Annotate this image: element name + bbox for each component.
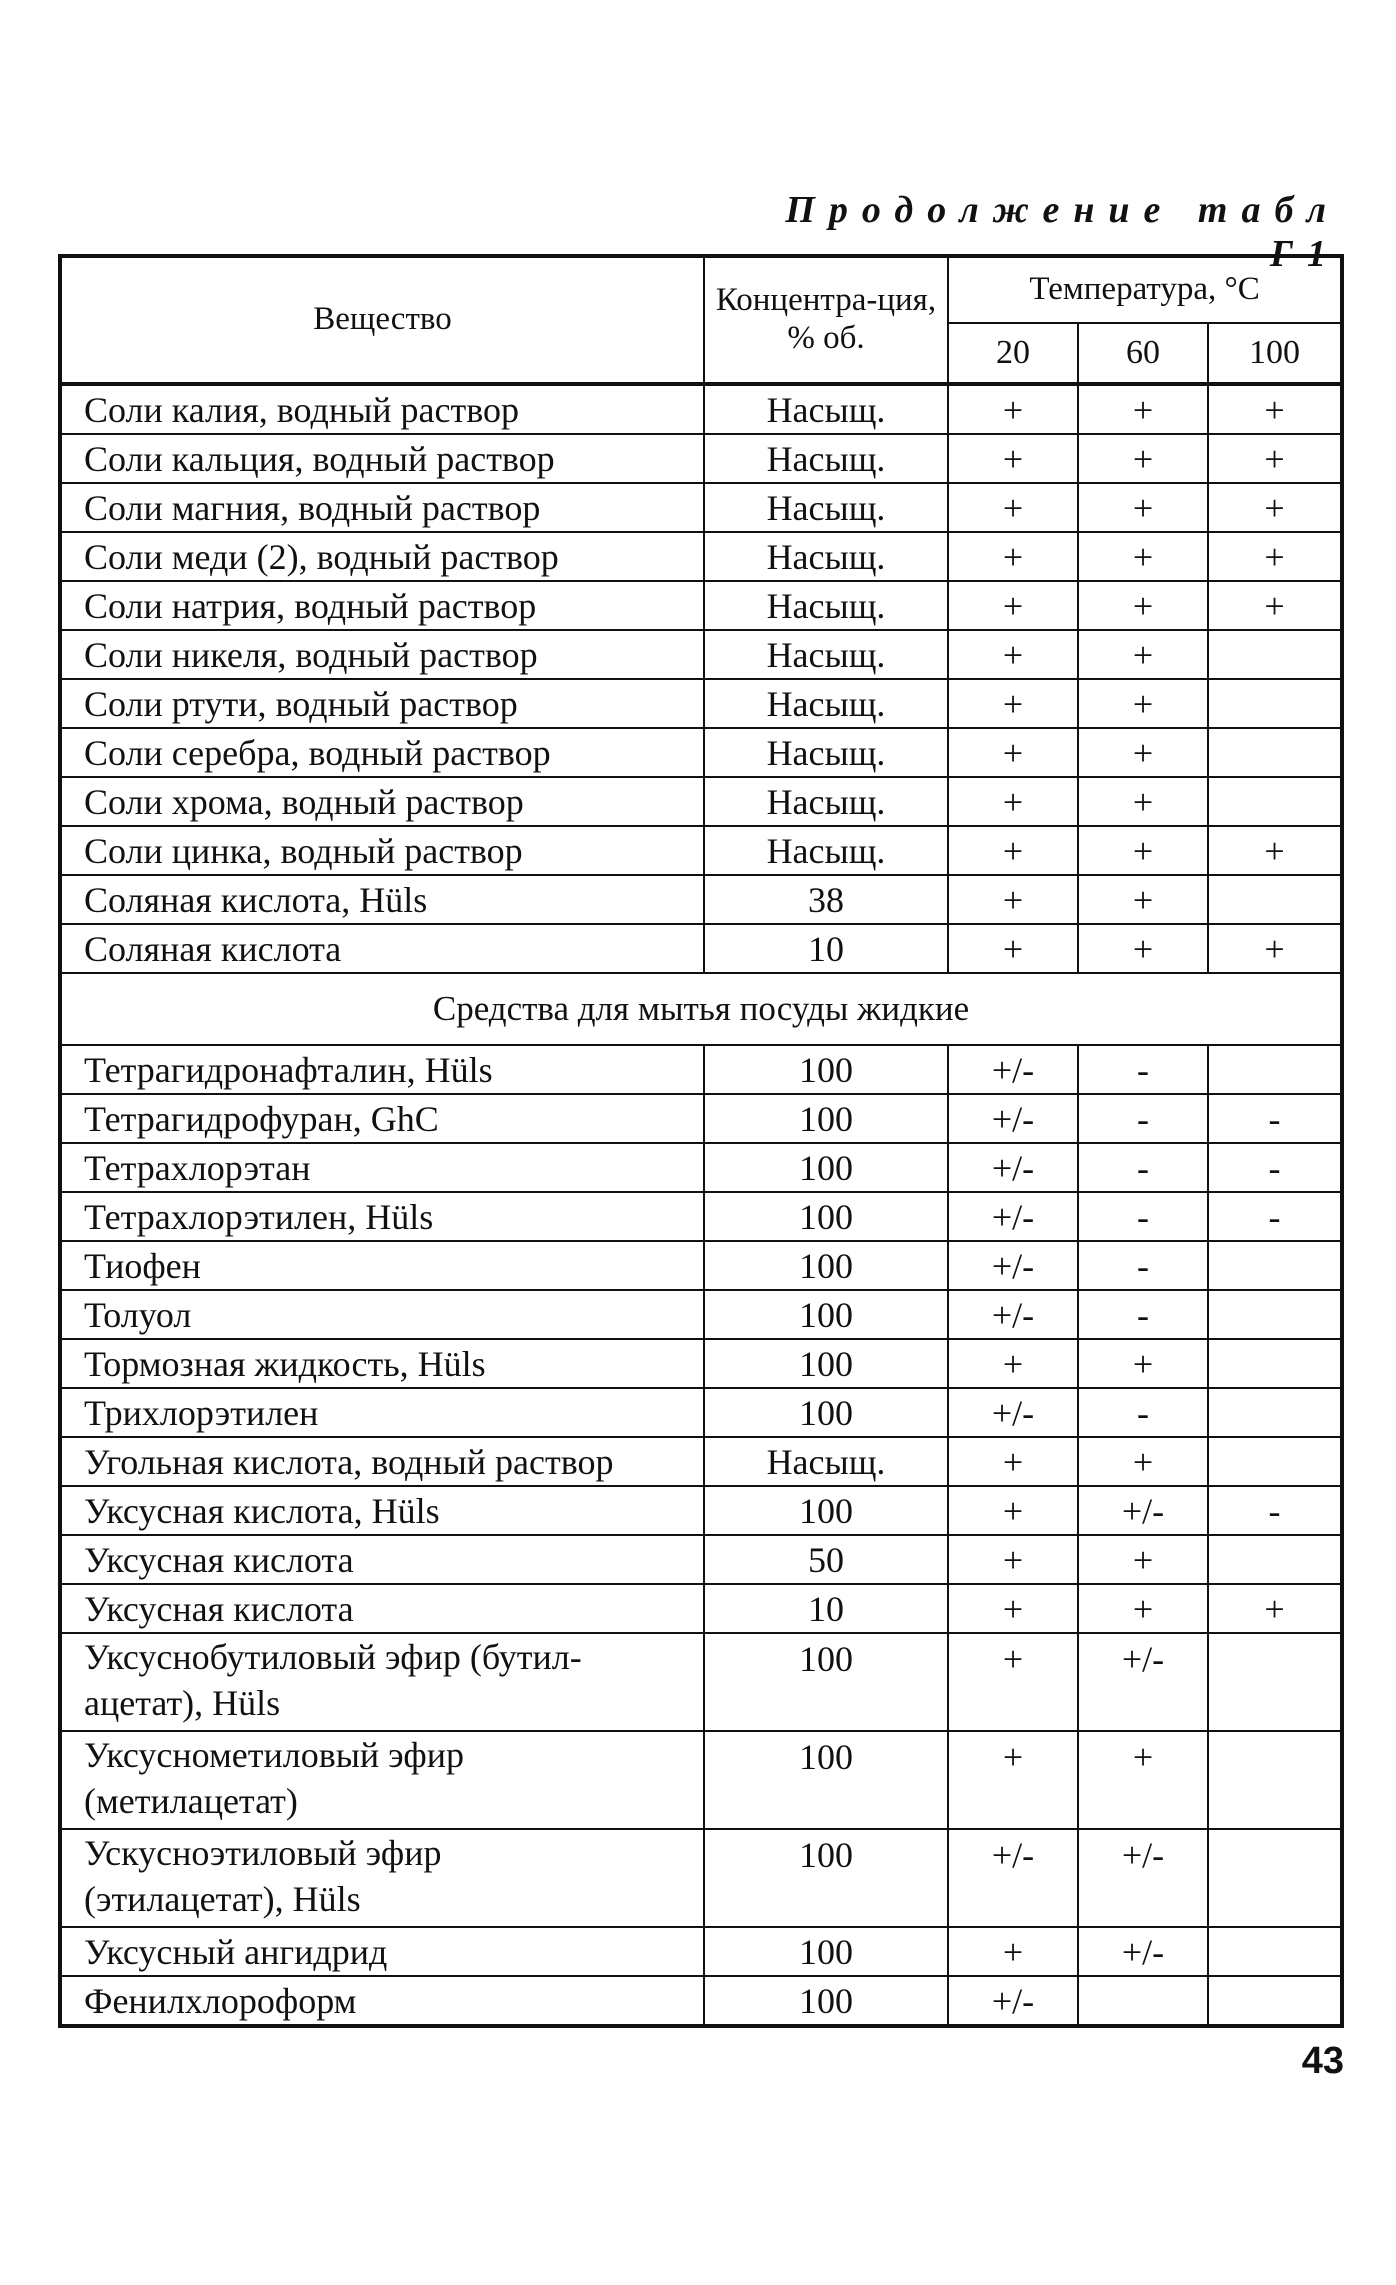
substance-cell bbox=[60, 1633, 704, 1731]
substance-cell: Уксусная кислота bbox=[60, 1535, 704, 1584]
concentration-cell: 100 bbox=[704, 1045, 948, 1094]
temp-20-cell: +/- bbox=[948, 1192, 1078, 1241]
table-row bbox=[60, 679, 1342, 728]
temp-20-cell: + bbox=[948, 1927, 1078, 1976]
substance-cell: Соли никеля, водный раствор bbox=[60, 630, 704, 679]
temp-100-cell bbox=[1208, 630, 1342, 679]
temp-100-cell bbox=[1208, 1633, 1342, 1731]
temp-100-cell bbox=[1208, 679, 1342, 728]
temp-20-cell: + bbox=[948, 581, 1078, 630]
header-temp-100: 100 bbox=[1208, 323, 1342, 384]
substance-line-2: (метилацетат) bbox=[84, 1781, 298, 1821]
substance-cell bbox=[60, 1731, 704, 1829]
substance-cell: Тормозная жидкость, Hüls bbox=[60, 1339, 704, 1388]
table-row bbox=[60, 1143, 1342, 1192]
temp-20-cell: + bbox=[948, 826, 1078, 875]
page-number: 43 bbox=[1301, 2040, 1344, 2082]
temp-20-cell: + bbox=[948, 532, 1078, 581]
substance-cell: Соляная кислота, Hüls bbox=[60, 875, 704, 924]
concentration-cell: 100 bbox=[704, 1290, 948, 1339]
temp-100-cell: + bbox=[1208, 384, 1342, 434]
concentration-cell: 100 bbox=[704, 1976, 948, 2026]
temp-100-cell bbox=[1208, 875, 1342, 924]
table-row bbox=[60, 1388, 1342, 1437]
temp-100-cell: + bbox=[1208, 581, 1342, 630]
substance-line-2: (этилацетат), Hüls bbox=[84, 1879, 361, 1919]
table-row bbox=[60, 434, 1342, 483]
temp-60-cell: + bbox=[1078, 679, 1208, 728]
concentration-cell: 100 bbox=[704, 1829, 948, 1927]
substance-cell: Тиофен bbox=[60, 1241, 704, 1290]
substance-cell: Соли натрия, водный раствор bbox=[60, 581, 704, 630]
temp-100-cell: + bbox=[1208, 1584, 1342, 1633]
concentration-cell: Насыщ. bbox=[704, 384, 948, 434]
substance-cell: Тетрахлорэтан bbox=[60, 1143, 704, 1192]
table-row bbox=[60, 728, 1342, 777]
temp-100-cell: + bbox=[1208, 434, 1342, 483]
temp-60-cell: - bbox=[1078, 1143, 1208, 1192]
temp-100-cell: + bbox=[1208, 483, 1342, 532]
temp-100-cell: + bbox=[1208, 532, 1342, 581]
temp-20-cell: +/- bbox=[948, 1241, 1078, 1290]
substance-cell: Угольная кислота, водный раствор bbox=[60, 1437, 704, 1486]
substance-cell: Фенилхлороформ bbox=[60, 1976, 704, 2026]
substance-cell: Соли магния, водный раствор bbox=[60, 483, 704, 532]
table-row bbox=[60, 532, 1342, 581]
concentration-cell: 100 bbox=[704, 1927, 948, 1976]
temp-60-cell: +/- bbox=[1078, 1927, 1208, 1976]
concentration-cell: Насыщ. bbox=[704, 532, 948, 581]
temp-60-cell: + bbox=[1078, 1339, 1208, 1388]
table-row bbox=[60, 1437, 1342, 1486]
temp-100-cell bbox=[1208, 1388, 1342, 1437]
substance-cell: Толуол bbox=[60, 1290, 704, 1339]
table-row bbox=[60, 581, 1342, 630]
substance-cell: Соли цинка, водный раствор bbox=[60, 826, 704, 875]
substance-line-1: Уксуснобутиловый эфир (бутил- bbox=[84, 1637, 582, 1677]
table-row bbox=[60, 1535, 1342, 1584]
temp-100-cell: - bbox=[1208, 1486, 1342, 1535]
temp-60-cell: - bbox=[1078, 1388, 1208, 1437]
temp-60-cell: - bbox=[1078, 1192, 1208, 1241]
concentration-cell: 10 bbox=[704, 924, 948, 973]
table-row bbox=[60, 1486, 1342, 1535]
temp-20-cell: +/- bbox=[948, 1290, 1078, 1339]
temp-60-cell: + bbox=[1078, 483, 1208, 532]
temp-60-cell: +/- bbox=[1078, 1486, 1208, 1535]
concentration-cell: Насыщ. bbox=[704, 679, 948, 728]
substance-line-1: Ускусноэтиловый эфир bbox=[84, 1833, 442, 1873]
concentration-cell: 100 bbox=[704, 1486, 948, 1535]
substance-cell: Тетрагидрофуран, GhC bbox=[60, 1094, 704, 1143]
temp-20-cell: + bbox=[948, 1731, 1078, 1829]
concentration-cell: Насыщ. bbox=[704, 777, 948, 826]
temp-20-cell: +/- bbox=[948, 1976, 1078, 2026]
temp-100-cell bbox=[1208, 1241, 1342, 1290]
substance-line-1: Уксуснометиловый эфир bbox=[84, 1735, 464, 1775]
header-temp-60: 60 bbox=[1078, 323, 1208, 384]
temp-100-cell: - bbox=[1208, 1192, 1342, 1241]
temp-20-cell: + bbox=[948, 1535, 1078, 1584]
table-row bbox=[60, 1045, 1342, 1094]
temp-100-cell: - bbox=[1208, 1094, 1342, 1143]
temp-100-cell bbox=[1208, 1437, 1342, 1486]
temp-20-cell: + bbox=[948, 875, 1078, 924]
substance-cell: Уксусный ангидрид bbox=[60, 1927, 704, 1976]
temp-100-cell bbox=[1208, 1535, 1342, 1584]
table-row bbox=[60, 1339, 1342, 1388]
temp-20-cell: + bbox=[948, 483, 1078, 532]
concentration-cell: 50 bbox=[704, 1535, 948, 1584]
table-row bbox=[60, 1241, 1342, 1290]
substance-cell: Тетрагидронафталин, Hüls bbox=[60, 1045, 704, 1094]
temp-60-cell: + bbox=[1078, 1535, 1208, 1584]
table-row bbox=[60, 1927, 1342, 1976]
substance-line-2: ацетат), Hüls bbox=[84, 1683, 281, 1723]
substance-cell: Уксусная кислота bbox=[60, 1584, 704, 1633]
temp-100-cell: + bbox=[1208, 924, 1342, 973]
table-row bbox=[60, 630, 1342, 679]
temp-100-cell bbox=[1208, 1829, 1342, 1927]
temp-60-cell: + bbox=[1078, 532, 1208, 581]
concentration-cell: 10 bbox=[704, 1584, 948, 1633]
temp-60-cell: + bbox=[1078, 384, 1208, 434]
substance-cell: Соли серебра, водный раствор bbox=[60, 728, 704, 777]
temp-60-cell: + bbox=[1078, 1437, 1208, 1486]
table-row bbox=[60, 1976, 1342, 2026]
substance-cell: Соли кальция, водный раствор bbox=[60, 434, 704, 483]
temp-60-cell: - bbox=[1078, 1241, 1208, 1290]
temp-20-cell: + bbox=[948, 1486, 1078, 1535]
concentration-cell: Насыщ. bbox=[704, 728, 948, 777]
substance-cell: Соляная кислота bbox=[60, 924, 704, 973]
temp-60-cell: + bbox=[1078, 777, 1208, 826]
temp-100-cell: - bbox=[1208, 1143, 1342, 1192]
table-row bbox=[60, 1094, 1342, 1143]
concentration-cell: Насыщ. bbox=[704, 1437, 948, 1486]
table-row bbox=[60, 1829, 1342, 1927]
concentration-cell: 100 bbox=[704, 1388, 948, 1437]
temp-60-cell: + bbox=[1078, 434, 1208, 483]
substance-cell bbox=[60, 1829, 704, 1927]
temp-20-cell: + bbox=[948, 679, 1078, 728]
concentration-cell: 100 bbox=[704, 1192, 948, 1241]
temp-100-cell bbox=[1208, 1339, 1342, 1388]
concentration-cell: 100 bbox=[704, 1339, 948, 1388]
temp-60-cell bbox=[1078, 1976, 1208, 2026]
concentration-cell: Насыщ. bbox=[704, 483, 948, 532]
table-row bbox=[60, 1731, 1342, 1829]
temp-20-cell: +/- bbox=[948, 1094, 1078, 1143]
temp-20-cell: + bbox=[948, 777, 1078, 826]
concentration-cell: Насыщ. bbox=[704, 630, 948, 679]
table-caption: Продолжение табл Г1 bbox=[785, 189, 1340, 275]
table-row bbox=[60, 924, 1342, 973]
temp-20-cell: +/- bbox=[948, 1045, 1078, 1094]
temp-20-cell: + bbox=[948, 1633, 1078, 1731]
section-row bbox=[60, 973, 1342, 1045]
temp-60-cell: + bbox=[1078, 581, 1208, 630]
substance-cell: Уксусная кислота, Hüls bbox=[60, 1486, 704, 1535]
temp-60-cell: + bbox=[1078, 826, 1208, 875]
section-label: Средства для мытья посуды жидкие bbox=[60, 973, 1342, 1045]
temp-20-cell: +/- bbox=[948, 1388, 1078, 1437]
substance-cell: Трихлорэтилен bbox=[60, 1388, 704, 1437]
concentration-cell: 100 bbox=[704, 1241, 948, 1290]
temp-60-cell: - bbox=[1078, 1045, 1208, 1094]
concentration-cell: Насыщ. bbox=[704, 826, 948, 875]
temp-20-cell: +/- bbox=[948, 1143, 1078, 1192]
substance-cell: Тетрахлорэтилен, Hüls bbox=[60, 1192, 704, 1241]
table-body bbox=[60, 384, 1342, 2026]
concentration-cell: 100 bbox=[704, 1633, 948, 1731]
temp-60-cell: + bbox=[1078, 875, 1208, 924]
temp-20-cell: + bbox=[948, 728, 1078, 777]
temp-60-cell: + bbox=[1078, 728, 1208, 777]
temp-100-cell: + bbox=[1208, 826, 1342, 875]
header-concentration: Концентра-ция, % об. bbox=[704, 256, 948, 384]
header-temperature: Температура, °С bbox=[948, 256, 1342, 323]
concentration-cell: 38 bbox=[704, 875, 948, 924]
temp-100-cell bbox=[1208, 1927, 1342, 1976]
temp-100-cell bbox=[1208, 777, 1342, 826]
temp-20-cell: + bbox=[948, 924, 1078, 973]
table-row bbox=[60, 826, 1342, 875]
header-temp-20: 20 bbox=[948, 323, 1078, 384]
temp-60-cell: + bbox=[1078, 1584, 1208, 1633]
temp-60-cell: +/- bbox=[1078, 1633, 1208, 1731]
temp-60-cell: + bbox=[1078, 1731, 1208, 1829]
concentration-cell: 100 bbox=[704, 1094, 948, 1143]
substance-cell: Соли хрома, водный раствор bbox=[60, 777, 704, 826]
temp-100-cell bbox=[1208, 1976, 1342, 2026]
table-row bbox=[60, 1192, 1342, 1241]
table-row bbox=[60, 777, 1342, 826]
temp-100-cell bbox=[1208, 1045, 1342, 1094]
temp-20-cell: +/- bbox=[948, 1829, 1078, 1927]
table-row bbox=[60, 483, 1342, 532]
temp-60-cell: +/- bbox=[1078, 1829, 1208, 1927]
concentration-cell: 100 bbox=[704, 1143, 948, 1192]
table-row bbox=[60, 384, 1342, 434]
header-substance: Вещество bbox=[60, 256, 704, 384]
resistance-table bbox=[58, 254, 1344, 2028]
temp-100-cell bbox=[1208, 728, 1342, 777]
table-row bbox=[60, 875, 1342, 924]
substance-cell: Соли ртути, водный раствор bbox=[60, 679, 704, 728]
temp-20-cell: + bbox=[948, 434, 1078, 483]
temp-60-cell: + bbox=[1078, 630, 1208, 679]
table-row bbox=[60, 1633, 1342, 1731]
substance-cell: Соли калия, водный раствор bbox=[60, 384, 704, 434]
concentration-cell: Насыщ. bbox=[704, 434, 948, 483]
temp-20-cell: + bbox=[948, 384, 1078, 434]
temp-100-cell bbox=[1208, 1731, 1342, 1829]
temp-60-cell: - bbox=[1078, 1094, 1208, 1143]
temp-60-cell: - bbox=[1078, 1290, 1208, 1339]
table-row bbox=[60, 1584, 1342, 1633]
temp-20-cell: + bbox=[948, 630, 1078, 679]
temp-20-cell: + bbox=[948, 1437, 1078, 1486]
concentration-cell: Насыщ. bbox=[704, 581, 948, 630]
temp-60-cell: + bbox=[1078, 924, 1208, 973]
table-row bbox=[60, 1290, 1342, 1339]
temp-100-cell bbox=[1208, 1290, 1342, 1339]
temp-20-cell: + bbox=[948, 1339, 1078, 1388]
concentration-cell: 100 bbox=[704, 1731, 948, 1829]
substance-cell: Соли меди (2), водный раствор bbox=[60, 532, 704, 581]
temp-20-cell: + bbox=[948, 1584, 1078, 1633]
